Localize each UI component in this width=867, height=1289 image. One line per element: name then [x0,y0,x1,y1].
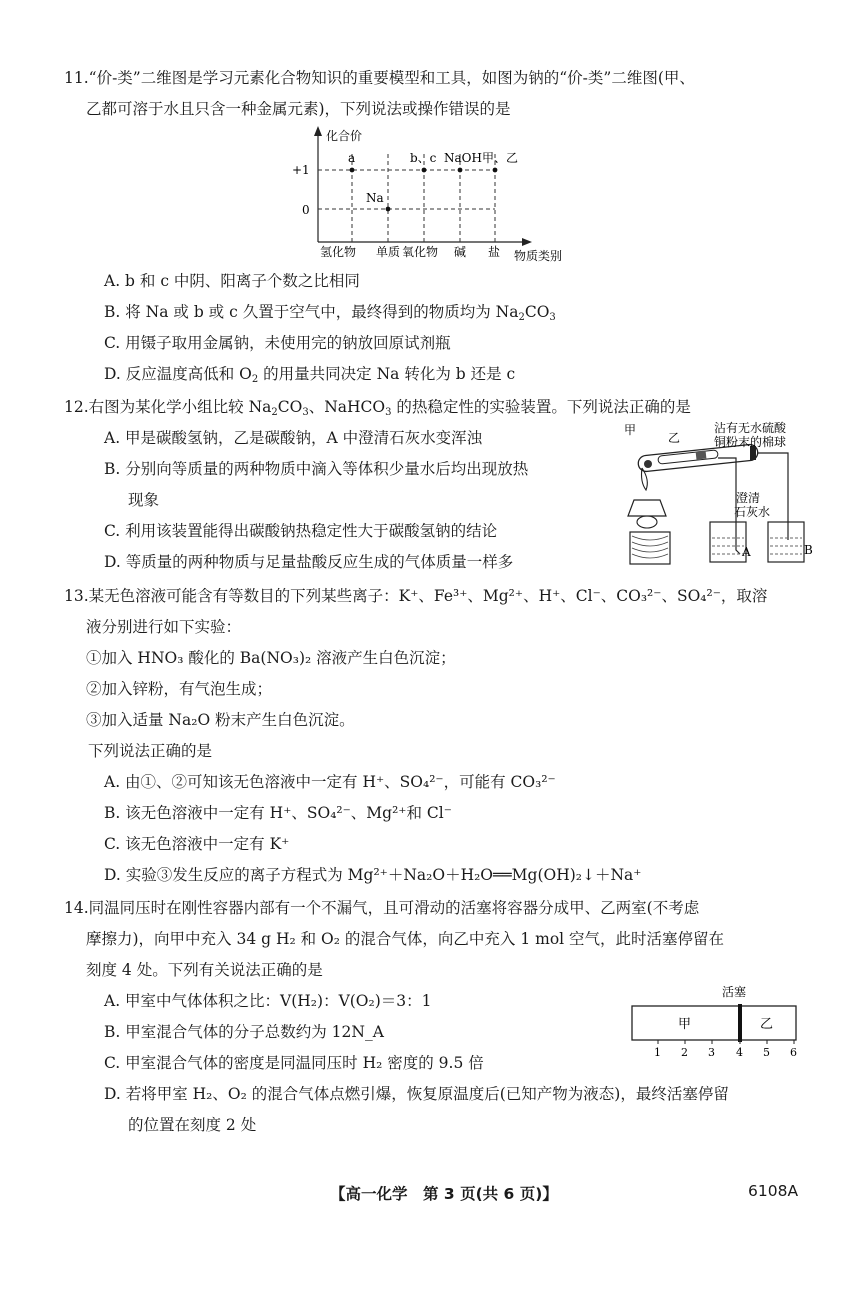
point-a [350,168,355,173]
y-tick-plus1: +1 [292,163,310,177]
point-jia-yi [493,168,498,173]
q11-option-a: A. b 和 c 中阴、阳离子个数之比相同 [104,272,360,290]
q13-stem-line2: 液分别进行如下实验： [86,618,242,636]
footer-paper-code: 6108A [748,1182,799,1200]
y-axis-label: 化合价 [326,129,363,143]
label-a: a [348,151,356,165]
label-naoh: NaOH [444,151,482,165]
q12-option-b-line2: 现象 [128,491,160,509]
x-cat-salt: 盐 [488,245,501,259]
q13-option-b: B. 该无色溶液中一定有 H⁺、SO₄²⁻、Mg²⁺和 Cl⁻ [104,804,452,822]
q11-option-c: C. 用镊子取用金属钠，未使用完的钠放回原试剂瓶 [104,334,451,352]
q13-experiment-2: ②加入锌粉，有气泡生成； [86,680,273,698]
scale-5: 5 [763,1046,770,1059]
scale-4: 4 [736,1046,743,1059]
q12-option-d: D. 等质量的两种物质与足量盐酸反应生成的气体质量一样多 [104,553,514,571]
q11-valence-class-diagram [270,124,590,264]
scale-6: 6 [790,1046,797,1059]
x-cat-oxide: 氧化物 [402,245,439,259]
point-na [386,207,391,212]
scale-2: 2 [681,1046,688,1059]
label-chamber-jia: 甲 [678,1017,692,1032]
x-cat-base: 碱 [454,245,467,259]
q11-option-b: B. 将 Na 或 b 或 c 久置于空气中，最终得到的物质均为 $Na_2CO_3$ [104,303,556,323]
x-axis-label: 物质类别 [514,249,563,263]
q11-stem-line1: 11.“价-类”二维图是学习元素化合物知识的重要模型和工具，如图为钠的“价-类”二维图(甲、 [64,69,695,87]
label-jia-yi: 甲、乙 [482,151,519,165]
label-yi: 乙 [668,431,681,445]
point-bc [422,168,427,173]
label-na: Na [366,191,384,205]
q14-container-figure [626,982,804,1062]
label-beaker-b: B [804,543,813,557]
q14-option-c: C. 甲室混合气体的密度是同温同压时 H₂ 密度的 9.5 倍 [104,1054,484,1072]
q14-stem-line1: 14.同温同压时在刚性容器内部有一个不漏气，且可滑动的活塞将容器分成甲、乙两室(不考虑 [64,899,700,917]
q14-option-d-line2: 的位置在刻度 2 处 [128,1116,257,1134]
q14-option-a: A. 甲室中气体体积之比：V(H₂)：V(O₂)＝3：1 [104,992,432,1010]
x-cat-element: 单质 [376,245,401,259]
label-cotton-1: 沾有无水硫酸 [714,421,787,435]
q13-experiment-3: ③加入适量 Na₂O 粉末产生白色沉淀。 [86,711,355,729]
q11-stem-line2: 乙都可溶于水且只含一种金属元素)，下列说法或操作错误的是 [86,100,511,118]
q13-ask: 下列说法正确的是 [88,742,213,760]
q13-option-c: C. 该无色溶液中一定有 K⁺ [104,835,290,853]
label-cotton-2: 铜粉末的棉球 [714,435,787,449]
scale-1: 1 [654,1046,661,1059]
scale-3: 3 [708,1046,715,1059]
point-naoh [458,168,463,173]
q14-option-b: B. 甲室混合气体的分子总数约为 12N_A [104,1023,384,1041]
q12-option-a: A. 甲是碳酸氢钠，乙是碳酸钠，A 中澄清石灰水变浑浊 [104,429,483,447]
q12-stem: 12.右图为某化学小组比较 $Na_2CO_3$、NaHCO$_3$ 的热稳定性的实验装置。下列说法正确的是 [64,398,691,418]
label-beaker-a: A [742,545,751,559]
q12-apparatus-figure [618,420,814,570]
q12-option-c: C. 利用该装置能得出碳酸钠热稳定性大于碳酸氢钠的结论 [104,522,498,540]
label-lime-1: 澄清 [736,491,761,505]
q11-option-d: D. 反应温度高低和 $O_2$ 的用量共同决定 Na 转化为 b 还是 c [104,365,516,385]
footer-page-info: 【高一化学 第 3 页(共 6 页)】 [330,1185,558,1203]
label-piston: 活塞 [722,985,747,999]
q12-option-b-line1: B. 分别向等质量的两种物质中滴入等体积少量水后均出现放热 [104,460,529,478]
y-tick-zero: 0 [302,203,310,217]
x-cat-hydride: 氢化物 [320,245,357,259]
label-lime-2: 石灰水 [734,505,771,519]
q14-stem-line2: 摩擦力)，向甲中充入 34 g H₂ 和 O₂ 的混合气体，向乙中充入 1 mol 空气，此时活塞停留在 [86,930,725,948]
q14-option-d-line1: D. 若将甲室 H₂、O₂ 的混合气体点燃引爆，恢复原温度后(已知产物为液态)，最终活塞停留 [104,1085,729,1103]
label-bc: b、c [410,151,437,165]
q13-option-d: D. 实验③发生反应的离子方程式为 Mg²⁺＋Na₂O＋H₂O══Mg(OH)₂↓＋Na⁺ [104,866,642,884]
q13-experiment-1: ①加入 HNO₃ 酸化的 Ba(NO₃)₂ 溶液产生白色沉淀； [86,649,456,667]
label-jia: 甲 [624,423,637,437]
q13-option-a: A. 由①、②可知该无色溶液中一定有 H⁺、SO₄²⁻，可能有 CO₃²⁻ [104,773,556,791]
q13-stem-line1: 13.某无色溶液可能含有等数目的下列某些离子：K⁺、Fe³⁺、Mg²⁺、H⁺、Cl⁻、CO₃²⁻、SO₄²⁻，取溶 [64,587,768,605]
q14-stem-line3: 刻度 4 处。下列有关说法正确的是 [86,961,323,979]
label-chamber-yi: 乙 [760,1017,774,1032]
